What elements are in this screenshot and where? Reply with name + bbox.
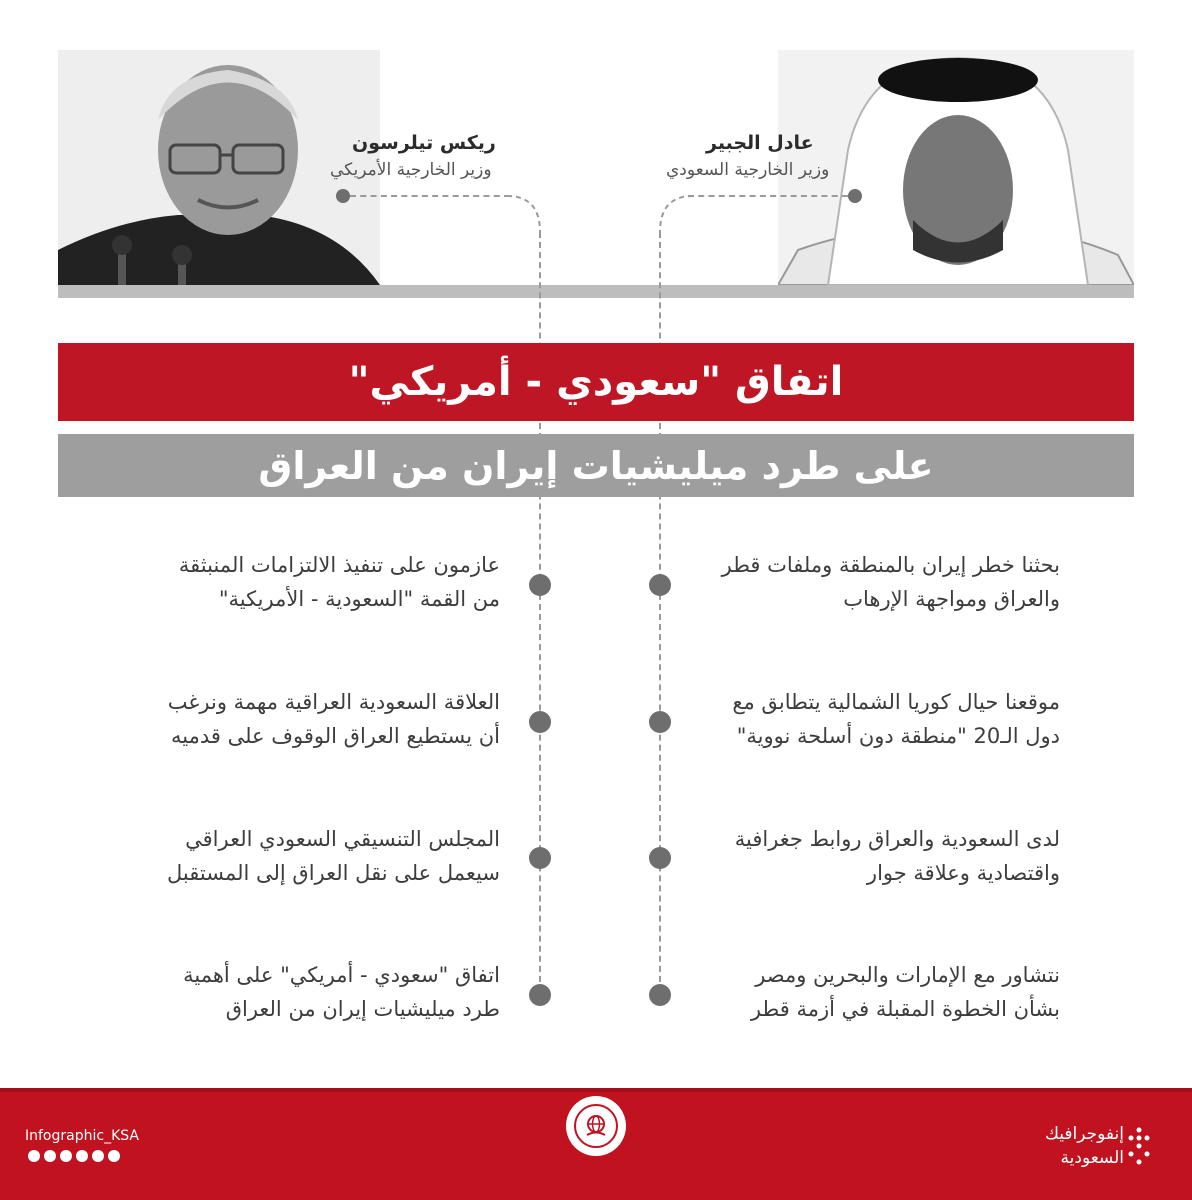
statement-line: موقعنا حيال كوريا الشمالية يتطابق مع	[732, 690, 1060, 714]
right-curve	[655, 194, 695, 234]
statement-line: والعراق ومواجهة الإرهاب	[843, 587, 1060, 611]
brand-logo-text	[1045, 1122, 1124, 1170]
left-person-name: ريكس تيلرسون	[352, 132, 496, 154]
left-statement	[100, 548, 500, 616]
statement-line: اتفاق "سعودي - أمريكي" على أهمية	[183, 963, 500, 987]
footer-emblem	[566, 1096, 626, 1156]
right-person-role: وزير الخارجية السعودي	[666, 160, 830, 180]
facebook-icon[interactable]	[92, 1150, 104, 1162]
right-statement	[660, 548, 1060, 616]
statement-line: واقتصادية وعلاقة جوار	[866, 861, 1060, 885]
brand-dots-icon	[1126, 1126, 1152, 1170]
left-person-role: وزير الخارجية الأمريكي	[330, 160, 492, 180]
left-statement	[100, 685, 500, 753]
twitter-icon[interactable]	[28, 1150, 40, 1162]
headline-title: اتفاق "سعودي - أمريكي"	[348, 359, 844, 405]
right-statement	[660, 685, 1060, 753]
snapchat-icon[interactable]	[76, 1150, 88, 1162]
statement-line: نتشاور مع الإمارات والبحرين ومصر	[755, 963, 1060, 987]
timeline-dot	[529, 984, 551, 1006]
statement-line: لدى السعودية والعراق روابط جغرافية	[734, 827, 1060, 851]
jubeir-photo	[778, 50, 1134, 285]
globe-hand-icon	[583, 1113, 609, 1139]
headline-subtitle: على طرد ميليشيات إيران من العراق	[258, 443, 934, 488]
left-name-dot	[336, 189, 350, 203]
right-name-connector	[688, 195, 848, 197]
telegram-icon[interactable]	[108, 1150, 120, 1162]
left-name-connector	[350, 195, 510, 197]
brand-line-1: إنفوجرافيك	[1044, 1124, 1124, 1144]
left-curve	[505, 194, 545, 234]
subheadline-banner	[58, 434, 1134, 497]
statement-line: بحثنا خطر إيران بالمنطقة وملفات قطر	[721, 553, 1060, 577]
statement-line: أن يستطيع العراق الوقوف على قدميه	[171, 724, 500, 748]
statement-line: بشأن الخطوة المقبلة في أزمة قطر	[750, 997, 1060, 1021]
instagram-icon[interactable]	[60, 1150, 72, 1162]
statement-line: من القمة "السعودية - الأمريكية"	[218, 587, 500, 611]
timeline-dot	[529, 711, 551, 733]
statement-line: العلاقة السعودية العراقية مهمة ونرغب	[167, 690, 500, 714]
statement-line: المجلس التنسيقي السعودي العراقي	[185, 827, 500, 851]
left-statement	[100, 958, 500, 1026]
youtube-icon[interactable]	[44, 1150, 56, 1162]
right-statement	[660, 822, 1060, 890]
statement-line: دول الـ20 "منطقة دون أسلحة نووية"	[736, 724, 1060, 748]
timeline-dot	[529, 574, 551, 596]
statement-line: عازمون على تنفيذ الالتزامات المنبثقة	[178, 553, 500, 577]
footer-handle[interactable]: Infographic_KSA	[25, 1128, 139, 1144]
timeline-dot	[529, 847, 551, 869]
left-statement	[100, 822, 500, 890]
header-rule	[58, 285, 1134, 298]
brand-line-2: السعودية	[1060, 1148, 1124, 1168]
statement-line: سيعمل على نقل العراق إلى المستقبل	[167, 861, 500, 885]
right-statement	[660, 958, 1060, 1026]
headline-banner	[58, 343, 1134, 421]
social-icons	[28, 1150, 120, 1162]
right-person-name: عادل الجبير	[706, 132, 814, 154]
right-name-dot	[848, 189, 862, 203]
statement-line: طرد ميليشيات إيران من العراق	[225, 997, 500, 1021]
